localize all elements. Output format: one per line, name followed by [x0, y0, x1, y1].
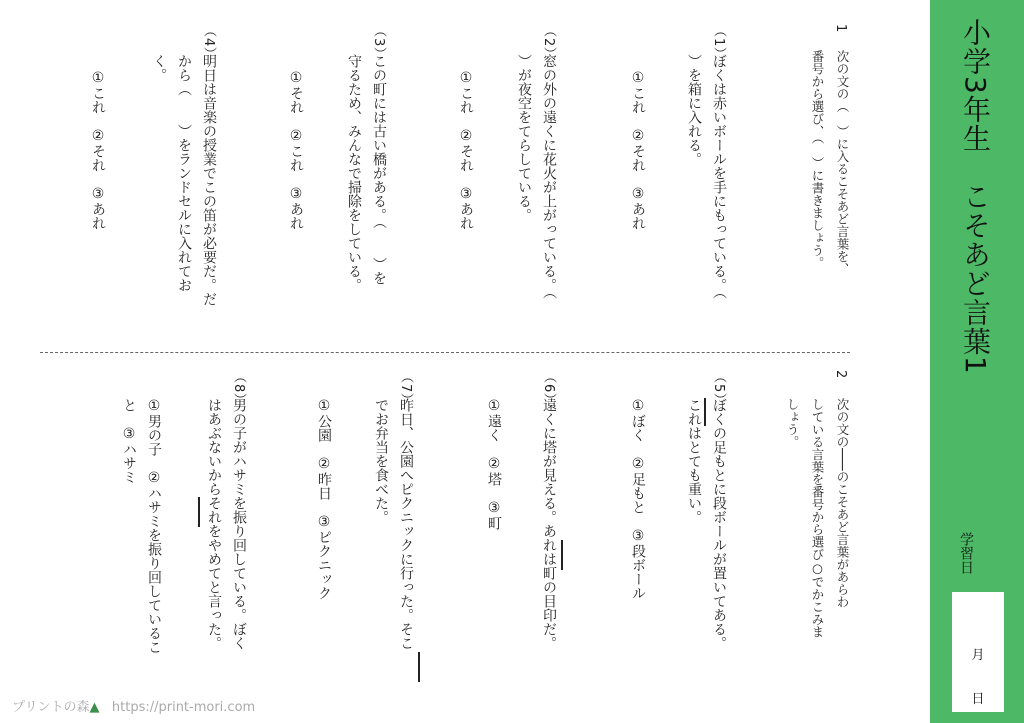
tree-icon: ▲: [89, 700, 100, 715]
question-5-line1: ぼくの足もとに段ボールが置いてある。: [711, 398, 727, 650]
question-8-line1: 男の子がハサミを振り回している。ぼく: [231, 398, 247, 650]
section-divider: [40, 352, 850, 353]
question-5-line2: これはとても重い。: [686, 398, 702, 524]
question-3-line1: この町には古い橋がある。（ ）を: [371, 54, 387, 285]
section1-instruction-line2: 番号から選び、（ ）に書きましょう。: [810, 50, 825, 269]
section1-instruction-line1: 次の文の（ ）に入るこそあど言葉を、: [835, 50, 850, 275]
question-2-options: ①これ ②それ ③あれ: [458, 70, 474, 230]
site-name: プリントの森: [12, 700, 90, 715]
question-3-line2: 守るため、みんなで掃除をしている。: [346, 54, 362, 292]
date-box: [952, 592, 1004, 712]
question-7-line1: 昨日、公園へピクニックに行った。そこ: [398, 398, 414, 650]
question-4-line3: く。: [151, 54, 167, 82]
question-2-line2: ）が夜空をてらしている。: [516, 54, 532, 222]
section2-instruction-line3: しょう。: [785, 398, 800, 448]
underline-mark: [418, 652, 420, 682]
question-1-options: ①これ ②それ ③あれ: [630, 70, 646, 230]
worksheet-title: 小学3年生 こそあど言葉1: [959, 18, 992, 375]
question-4-options: ①これ ②それ ③あれ: [90, 70, 106, 230]
sidebar: [930, 0, 1024, 723]
question-8-options-line1: ①男の子 ②ハサミを振り回しているこ: [146, 398, 162, 654]
section2-instruction-line2: している言葉を番号から選び○でかこみま: [810, 398, 825, 638]
question-7-line2: でお弁当を食べた。: [373, 398, 389, 524]
question-4-line2: から（ ）をランドセルに入れてお: [176, 54, 192, 292]
question-5-options: ①ぼく ②足もと ③段ボール: [630, 398, 646, 600]
section2-number: 2: [833, 370, 848, 380]
question-2-number: （2）: [541, 24, 556, 62]
question-3-options: ①それ ②これ ③あれ: [288, 70, 304, 230]
section2-instruction-line1: 次の文の───のこそあど言葉があらわ: [835, 398, 850, 609]
question-4-line1: 明日は音楽の授業でこの笛が必要だ。だ: [201, 54, 217, 306]
question-8-options-line2: と ③ハサミ: [121, 398, 137, 484]
question-8-number: （8）: [231, 370, 246, 408]
question-8-line2: はあぶないからそれをやめてと言った。: [206, 398, 222, 650]
footer: [12, 696, 255, 715]
underline-mark: [704, 398, 706, 426]
site-url[interactable]: https://print-mori.com: [111, 700, 256, 715]
question-2-line1: 窓の外の遠くに花火が上がっている。（: [541, 54, 557, 299]
underline-mark: [198, 497, 200, 527]
question-3-number: （3）: [371, 24, 386, 62]
question-1-number: （1）: [711, 24, 726, 62]
question-1-line1: ぼくは赤いボールを手にもっている。（: [711, 54, 727, 299]
underline-mark: [561, 540, 563, 570]
section1-number: 1: [833, 24, 848, 34]
question-5-number: （5）: [711, 370, 726, 408]
question-6-line1: 遠くに塔が見える。あれは町の目印だ。: [541, 398, 557, 650]
study-date-label: 学習日: [958, 532, 974, 574]
day-label: 日: [971, 692, 985, 707]
question-6-number: （6）: [541, 370, 556, 408]
question-4-number: （4）: [201, 24, 216, 62]
question-1-line2: ）を箱に入れる。: [686, 54, 702, 166]
question-6-options: ①遠く ②塔 ③町: [486, 398, 502, 530]
question-7-number: （7）: [398, 370, 413, 408]
question-7-options: ①公園 ②昨日 ③ピクニック: [316, 398, 332, 600]
month-label: 月: [971, 648, 985, 663]
